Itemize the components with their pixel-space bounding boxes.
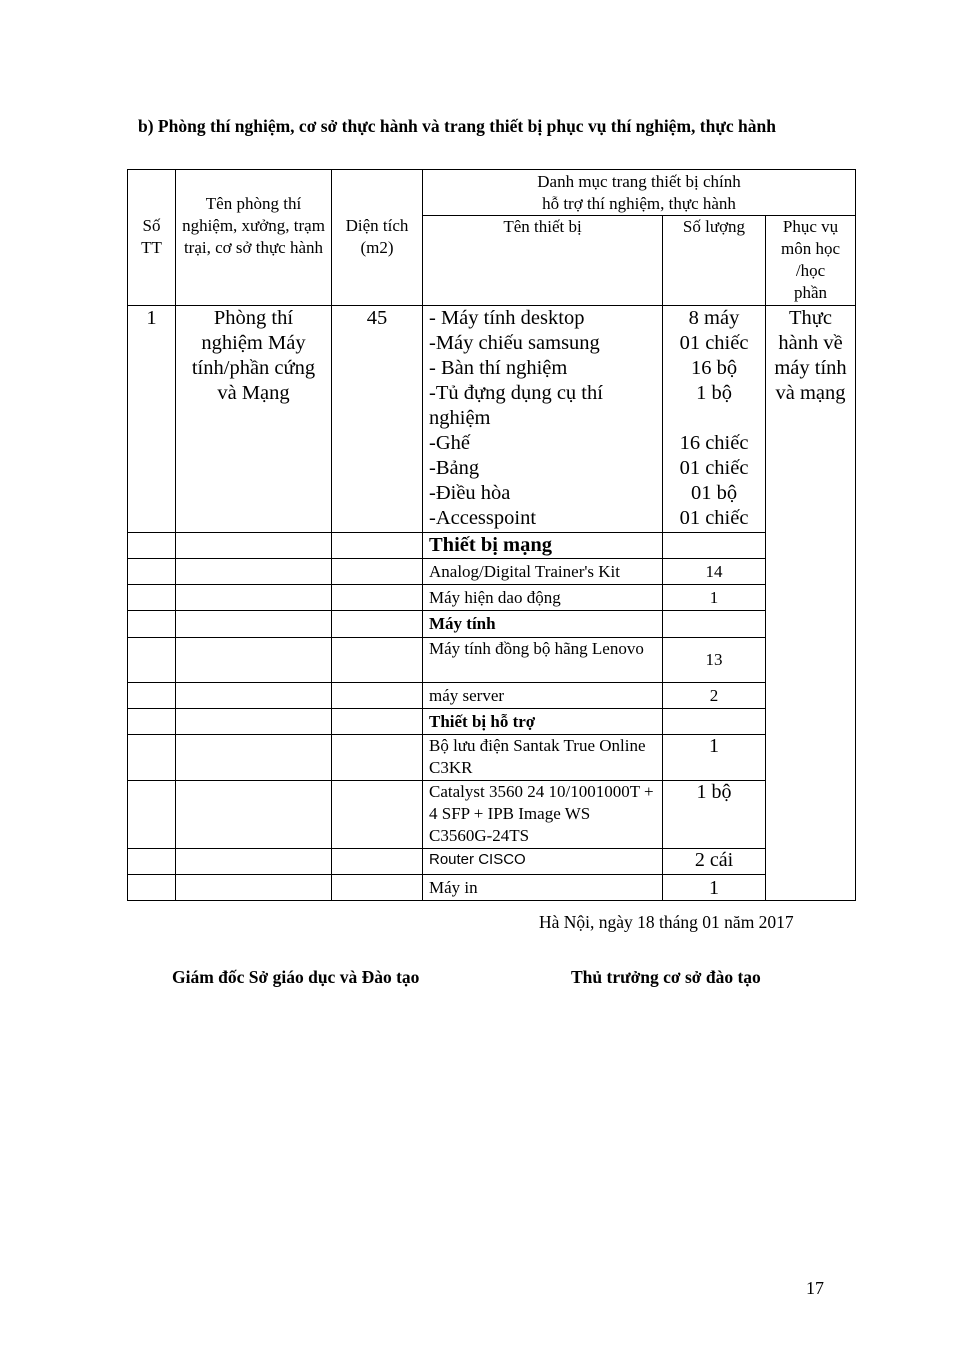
header-row-1 — [128, 170, 856, 216]
device-item: -Máy chiếu samsung — [429, 332, 600, 354]
table-row — [128, 611, 856, 638]
device-item: -Tủ đựng dụng cụ thí nghiệm — [429, 382, 603, 429]
header-serves-line4: phần — [793, 283, 828, 302]
row-qty: 14 — [663, 559, 766, 585]
table-row — [128, 533, 856, 559]
row-qty: 2 — [663, 683, 766, 709]
device-item: - Bàn thí nghiệm — [429, 357, 568, 379]
row-qty: 1 — [663, 585, 766, 611]
row-qty — [663, 611, 766, 638]
row-device: Máy tính đồng bộ hãng Lenovo — [423, 638, 663, 683]
device-item: - Máy tính desktop — [429, 307, 585, 329]
lab-equipment-table — [127, 169, 856, 901]
row-device: Router CISCO — [423, 849, 663, 875]
row-device: Analog/Digital Trainer's Kit — [423, 559, 663, 585]
quantity-item — [669, 406, 759, 431]
table-row-main — [128, 306, 856, 533]
table-row — [128, 875, 856, 901]
header-stt-line1: Số — [142, 216, 161, 235]
table-row — [128, 849, 856, 875]
category-network: Thiết bị mạng — [423, 533, 663, 559]
device-item: -Ghế — [429, 432, 470, 454]
row-qty: 1 bộ — [663, 781, 766, 849]
header-stt-line2: TT — [141, 238, 162, 257]
header-serves-line1: Phục vụ — [782, 217, 839, 236]
device-item: -Điều hòa — [429, 482, 511, 504]
device-item: -Bảng — [429, 457, 480, 479]
signature-left: Giám đốc Sở giáo dục và Đào tạo — [172, 967, 420, 987]
table-row — [128, 683, 856, 709]
header-quantity: Số lượng — [663, 216, 766, 306]
header-area-line1: Diện tích — [345, 216, 409, 235]
header-serves — [766, 216, 856, 306]
row-qty — [663, 533, 766, 559]
quantity-item: 01 chiếc — [679, 457, 749, 479]
row-device: Máy hiện dao động — [423, 585, 663, 611]
row-qty: 13 — [663, 638, 766, 683]
row-device: Máy in — [423, 875, 663, 901]
row-device: Bộ lưu điện Santak True Online C3KR — [423, 735, 663, 781]
quantity-item: 1 bộ — [696, 382, 732, 404]
header-serves-line2: môn học — [780, 239, 841, 258]
category-computers: Máy tính — [423, 611, 663, 638]
header-equipment-line2: hỗ trợ thí nghiệm, thực hành — [542, 194, 736, 213]
row-qty: 2 cái — [663, 849, 766, 875]
quantity-item: 01 chiếc — [679, 507, 749, 529]
header-equipment-group — [423, 170, 856, 216]
quantity-item: 16 bộ — [690, 357, 738, 379]
signature-right: Thủ trưởng cơ sở đào tạo — [571, 967, 761, 987]
header-device-name: Tên thiết bị — [423, 216, 663, 306]
quantity-item: 8 máy — [688, 307, 740, 329]
quantity-item: 01 bộ — [690, 482, 738, 504]
header-room-name: Tên phòng thí nghiệm, xưởng, trạm trại, cơ sở thực hành — [176, 170, 332, 306]
row-qty: 1 — [663, 735, 766, 781]
header-area — [332, 170, 423, 306]
device-item: -Accesspoint — [429, 507, 537, 529]
quantity-item: 16 chiếc — [679, 432, 749, 454]
table-row — [128, 559, 856, 585]
page-number: 17 — [806, 1278, 824, 1298]
main-quantities — [663, 306, 766, 533]
row-qty: 1 — [663, 875, 766, 901]
section-title: b) Phòng thí nghiệm, cơ sở thực hành và trang thiết bị phục vụ thí nghiệm, thực hành — [138, 116, 776, 136]
table-row — [128, 735, 856, 781]
table-row — [128, 709, 856, 735]
header-stt — [128, 170, 176, 306]
main-devices — [423, 306, 663, 533]
header-area-line2: (m2) — [360, 238, 394, 257]
table-row — [128, 638, 856, 683]
main-stt: 1 — [128, 306, 176, 533]
main-serves: Thực hành về máy tính và mạng — [766, 306, 856, 901]
main-room-name: Phòng thí nghiệm Máy tính/phần cứng và Mạng — [176, 306, 332, 533]
table-row — [128, 585, 856, 611]
date-line: Hà Nội, ngày 18 tháng 01 năm 2017 — [539, 912, 794, 932]
quantity-item: 01 chiếc — [679, 332, 749, 354]
row-qty — [663, 709, 766, 735]
row-device: máy server — [423, 683, 663, 709]
main-area: 45 — [332, 306, 423, 533]
header-equipment-line1: Danh mục trang thiết bị chính — [537, 172, 741, 191]
category-support: Thiết bị hỗ trợ — [423, 709, 663, 735]
table-row — [128, 781, 856, 849]
header-serves-line3: /học — [795, 261, 826, 280]
row-device: Catalyst 3560 24 10/1001000T + 4 SFP + IPB Image WS C3560G-24TS — [423, 781, 663, 849]
